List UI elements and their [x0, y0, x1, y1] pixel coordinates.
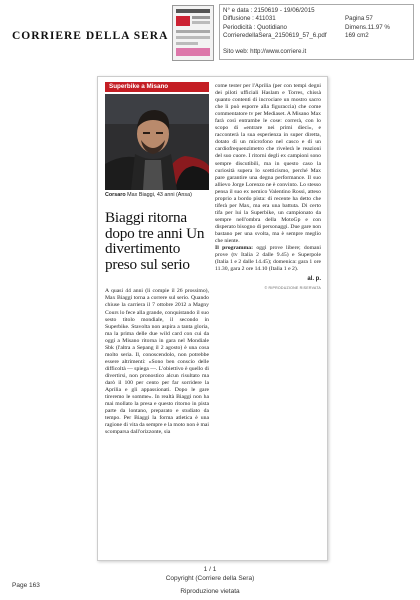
article-headline: Biaggi ritorna dopo tre anni Un divertimento preso sul serio [105, 209, 205, 273]
rider-photo [105, 94, 209, 190]
meta-circulation: Diffusione : 411031 [223, 15, 276, 23]
article-program [215, 245, 321, 273]
newspaper-masthead: CORRIERE DELLA SERA [12, 30, 169, 42]
article-kicker: Superbike a Misano [105, 82, 209, 92]
meta-website: Sito web: http://www.corriere.it [223, 48, 307, 56]
program-label: Il programma: [215, 245, 253, 252]
program-text: oggi prove libere; domani prove (tv Italia 2 dalle 9.45) e Superpole (Italia 1 e 2 dalle 14.45); domenica: gara 1 ore 11.30, gara 2 ore 14.10 (Italia 1 e 2). [215, 245, 321, 273]
meta-date: N° e data : 2150619 - 19/06/2015 [223, 7, 315, 14]
footer-page-count: 1 / 1 [203, 566, 217, 573]
footer-reproduction: Riproduzione vietata [180, 588, 240, 595]
rider-photo-image [105, 94, 209, 190]
article-clipping [97, 76, 328, 561]
article-reproduction-notice: © RIPRODUZIONE RISERVATA [264, 286, 321, 291]
meta-filename: CorrieredellaSera_2150619_57_6.pdf [223, 31, 327, 39]
footer-copyright: Copyright (Corriere della Sera) [165, 575, 255, 582]
caption-label: Corsaro [105, 192, 126, 198]
article-body-left: A quasi 44 anni (li compie il 26 prossimo), Max Biaggi torna a correre sul serio. Quando chiuse la carriera il 7 ottobre 2012 a Magny Cours lo fece alla grande, conquistando il suo sesto titolo mondiale, il secondo in Superbike. Stavolta non aspira a tanta gloria, ma la prima delle due wild card con cui da oggi a Misano ritorna in gara nel Mondiale Sbk (l'altra a Sepang il 2 agosto) è una cosa molto seria. Il, conoscendolo, non potrebbe essere altrimenti: «Sono ben conscio delle difficoltà — spiega —. L'obiettivo è quello di divertirsi, non pronostico alcun risultato ma darò il 100 per cento per far sorridere la Aprilia e gli appassionati. Dopo le gare tireremo le somme». In realtà Biaggi non ha mai mollato la presa e questo ritorno in pista parte da lontano, preparato e studiato da tempo. Per Biaggi la forma atletica è una ragione di vita da sempre e la moto non è mai scomparsa dall'orizzonte, sia [105, 288, 209, 436]
caption-text: Max Biaggi, 43 anni (Ansa) [125, 192, 192, 198]
page-thumbnail [172, 5, 214, 61]
article-signature: al. p. [307, 276, 321, 283]
meta-area: 169 cm2 [345, 31, 369, 39]
article-body-right: come tester per l'Aprilia (per con tempi degni dei piloti ufficiali Haslam e Torres, chissà quanto contenti di incrociare un mostro sacro che li può esporre alla figuraccia) che come commentatore tv per Mediaset. A Misano Max farà così entrambe le cose: correrà, con lo scopo di «entrare nei primi dieci», e racconterà la sua esperienza in super diretta, dotato di un microfono nel casco e di un cardiofrequenzimetro che rivelerà le reazioni del suo cuore. I ritorni degli ex campioni sono sempre discutibili, ma in questo caso la curiosità supera lo scetticismo, perché Max pare garantire una degna performance. Il suo allievo Jorge Lorenzo ne è convinto. Lo stesso pensa il suo ex nemico Valentino Rossi, atteso proprio a bordo pista: di recente ha detto che tiferà per Max, ma era una battuta. Di certo tifa per lui la Superbike, un campionato da sempre nell'ombra della MotoGp e con disperato bisogno di personaggi. Due gare non bastano per una svolta, ma è sempre meglio che niente. [215, 83, 321, 245]
meta-page: Pagina 57 [345, 15, 373, 23]
article-right-column [215, 83, 321, 292]
footer-page-number: Page 163 [12, 582, 40, 589]
photo-caption [105, 192, 209, 199]
meta-periodicity: Periodicità : Quotidiano [223, 23, 287, 31]
article-left-column [105, 82, 209, 436]
meta-dimension: Dimens.11.97 % [345, 23, 390, 31]
metadata-box [219, 4, 414, 60]
